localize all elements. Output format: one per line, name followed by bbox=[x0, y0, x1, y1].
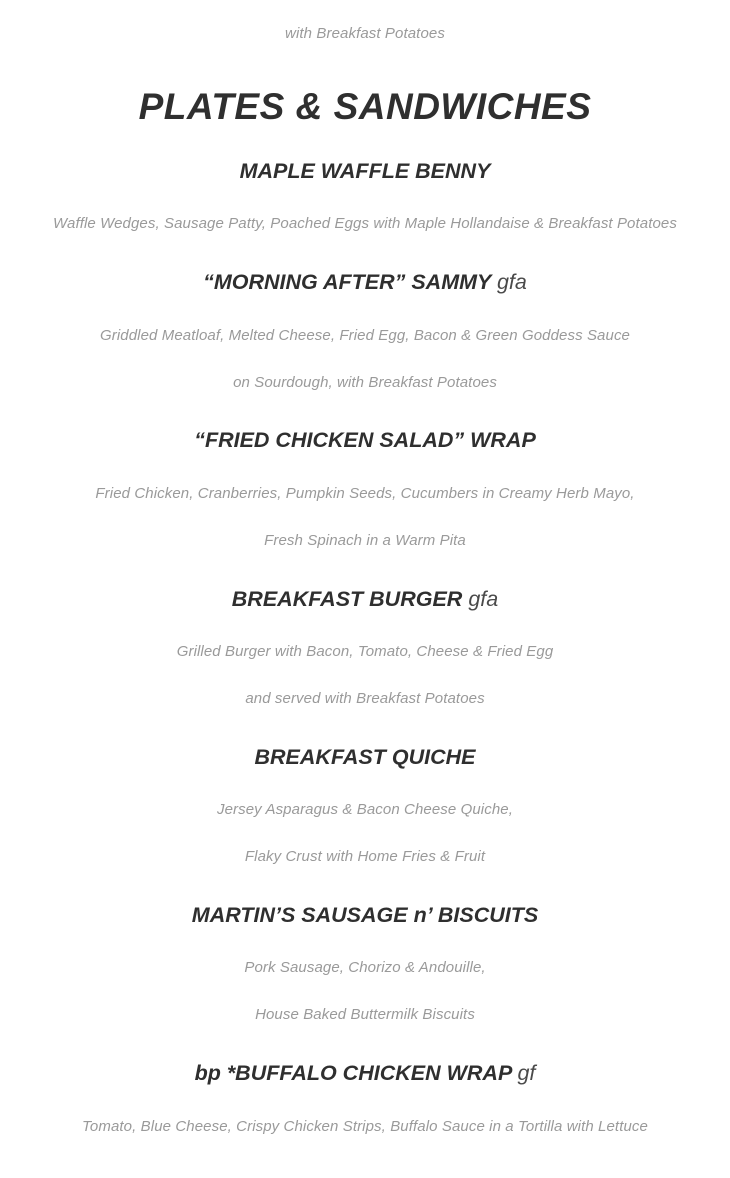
menu-item-description: House Baked Buttermilk Biscuits bbox=[255, 1006, 475, 1023]
menu-item-title bbox=[0, 903, 730, 928]
dietary-tag: gf bbox=[517, 1061, 536, 1085]
menu-item-title bbox=[0, 587, 730, 612]
menu-item-name: MAPLE WAFFLE BENNY bbox=[239, 159, 491, 183]
menu-item-name: “FRIED CHICKEN SALAD” WRAP bbox=[194, 428, 536, 452]
menu-item-title bbox=[0, 1061, 730, 1086]
dietary-tag: gfa bbox=[468, 587, 499, 611]
menu-item-description: and served with Breakfast Potatoes bbox=[245, 690, 485, 707]
menu-item-name: BREAKFAST BURGER bbox=[231, 587, 463, 611]
menu-item-description: Tomato, Blue Cheese, Crispy Chicken Strips, Buffalo Sauce in a Tortilla with Lettuce bbox=[82, 1118, 648, 1135]
intro-description: with Breakfast Potatoes bbox=[285, 25, 445, 42]
menu-item-name: BREAKFAST QUICHE bbox=[254, 745, 476, 769]
menu-item-description: Waffle Wedges, Sausage Patty, Poached Eggs with Maple Hollandaise & Breakfast Potatoes bbox=[53, 215, 677, 232]
menu-item-name: bp *BUFFALO CHICKEN WRAP bbox=[194, 1061, 512, 1085]
menu-item-title bbox=[0, 745, 730, 770]
menu-item-title bbox=[0, 159, 730, 184]
menu-item-title bbox=[0, 270, 730, 295]
menu-item-description: Flaky Crust with Home Fries & Fruit bbox=[244, 848, 486, 865]
menu-item-description: Fresh Spinach in a Warm Pita bbox=[264, 532, 466, 549]
menu-item-description: Fried Chicken, Cranberries, Pumpkin Seeds, Cucumbers in Creamy Herb Mayo, bbox=[95, 485, 635, 502]
section-title: PLATES & SANDWICHES bbox=[138, 86, 592, 127]
menu-item-description: Jersey Asparagus & Bacon Cheese Quiche, bbox=[216, 801, 513, 818]
menu-item-name: “MORNING AFTER” SAMMY bbox=[203, 270, 491, 294]
menu-item-name: MARTIN’S SAUSAGE n’ BISCUITS bbox=[191, 903, 539, 927]
dietary-tag: gfa bbox=[496, 270, 527, 294]
menu-item-description: on Sourdough, with Breakfast Potatoes bbox=[233, 374, 497, 391]
menu-item-description: Grilled Burger with Bacon, Tomato, Cheese & Fried Egg bbox=[176, 643, 554, 660]
menu-item-description: Pork Sausage, Chorizo & Andouille, bbox=[244, 959, 486, 976]
menu-item-description: Griddled Meatloaf, Melted Cheese, Fried Egg, Bacon & Green Goddess Sauce bbox=[100, 327, 630, 344]
menu-item-title bbox=[0, 428, 730, 453]
